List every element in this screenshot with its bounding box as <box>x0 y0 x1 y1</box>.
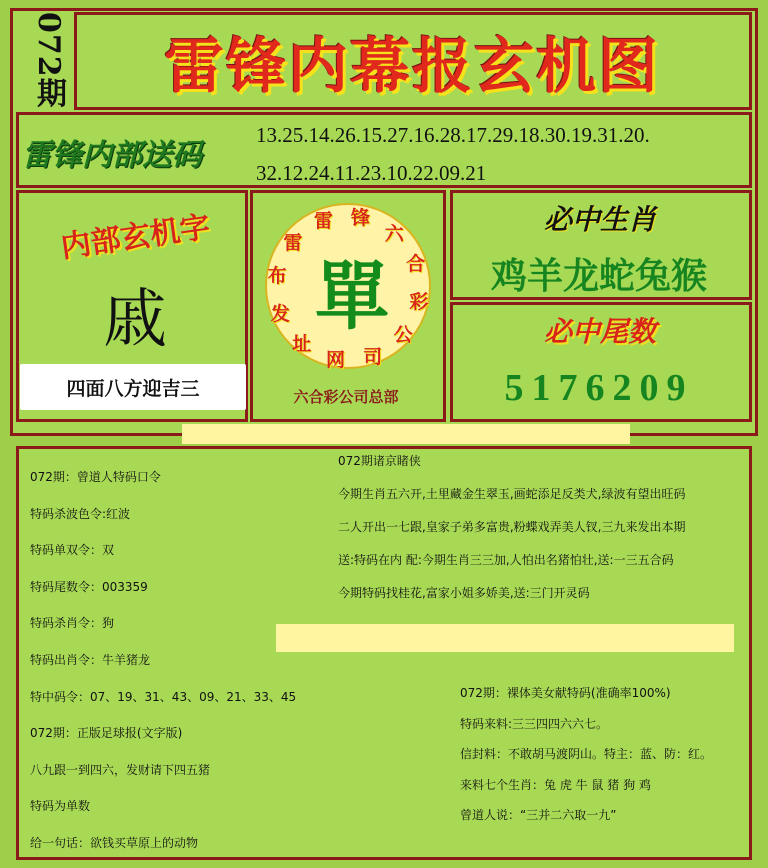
internal-code-line-2: 32.12.24.11.23.10.22.09.21 <box>256 161 487 185</box>
ring-char: 公 <box>393 324 413 347</box>
text-line: 送:特码在内 配:今期生肖三三加,人怕出名猪怕壮,送:一三五合码 <box>338 553 674 567</box>
text-line: 来料七个生肖：兔 虎 牛 鼠 猪 狗 鸡 <box>460 777 651 792</box>
text-line: 曾道人说：“三并二六取一九” <box>460 808 617 822</box>
mystery-motto: 四面八方迎吉三 <box>20 364 246 410</box>
text-line: 特码来料:三三四四六六七。 <box>460 716 609 731</box>
ring-char: 司 <box>363 345 383 368</box>
text-line: 给一句话：欲钱买草原上的动物 <box>30 836 199 850</box>
internal-code-numbers <box>256 116 746 192</box>
text-line: 072期：裸体美女献特码(准确率100%) <box>460 686 671 700</box>
page-title: 雷锋内幕报玄机图 <box>164 32 660 102</box>
text-line: 特码杀波色令:红波 <box>30 506 131 521</box>
text-line: 072期：正版足球报(文字版) <box>30 726 183 741</box>
ring-char: 合 <box>406 253 426 276</box>
text-line: 072期：曾道人特码口令 <box>30 470 161 484</box>
text-line: 特码单双令：双 <box>30 543 115 558</box>
text-line: 特码出肖令：牛羊猪龙 <box>30 653 151 667</box>
ring-char: 彩 <box>409 290 429 313</box>
tail-label: 必中尾数 <box>543 315 656 348</box>
ring-char: 发 <box>270 302 290 325</box>
text-line: 特码尾数令：003359 <box>30 579 148 594</box>
text-line: 二人开出一七跟,皇家子弟多富贵,粉蝶戏弄美人钗,三九来发出本期 <box>338 520 686 534</box>
internal-code-label: 雷锋内部送码 <box>22 138 202 173</box>
ring-char: 布 <box>267 265 287 288</box>
ring-char: 六 <box>384 222 404 245</box>
tail-value: 5176209 <box>504 367 694 409</box>
text-line: 特码杀肖令：狗 <box>30 616 115 631</box>
mystery-char-label: 内部玄机字 <box>58 209 213 266</box>
zodiac-label: 必中生肖 <box>543 203 656 236</box>
text-line: 特码为单数 <box>30 799 91 814</box>
highlight-band <box>182 424 630 444</box>
text-line: 今期生肖五六开,土里藏金生翠玉,画蛇添足反类犬,绿波有望出旺码 <box>338 487 686 501</box>
text-line: 今期特码找桂花,富家小姐多娇美,送:三门开灵码 <box>338 586 590 600</box>
text-line: 信封料：不敢胡马渡阴山。特主：蓝、防：红。 <box>460 747 713 761</box>
text-line: 八九跟一到四六，发财请下四五猪 <box>30 762 211 777</box>
highlight-band-2 <box>276 624 734 652</box>
ring-char: 雷 <box>283 231 303 254</box>
ring-char: 锋 <box>350 207 370 230</box>
issue-number: 072期 <box>31 12 66 109</box>
ring-char: 雷 <box>313 210 333 233</box>
text-line: 072期诸京睹侠 <box>338 454 421 468</box>
internal-code-line-1: 13.25.14.26.15.27.16.28.17.29.18.30.19.31.20. <box>256 123 650 147</box>
text-line: 特中码令：07、19、31、43、09、21、33、45 <box>30 689 297 704</box>
center-big-char: 單 <box>315 254 389 340</box>
ring-char: 址 <box>292 333 312 356</box>
mystery-char: 戚 <box>103 283 167 357</box>
zodiac-value: 鸡羊龙蛇兔猴 <box>490 255 707 297</box>
center-footer: 六合彩公司总部 <box>293 388 399 406</box>
ring-char: 网 <box>325 348 345 371</box>
